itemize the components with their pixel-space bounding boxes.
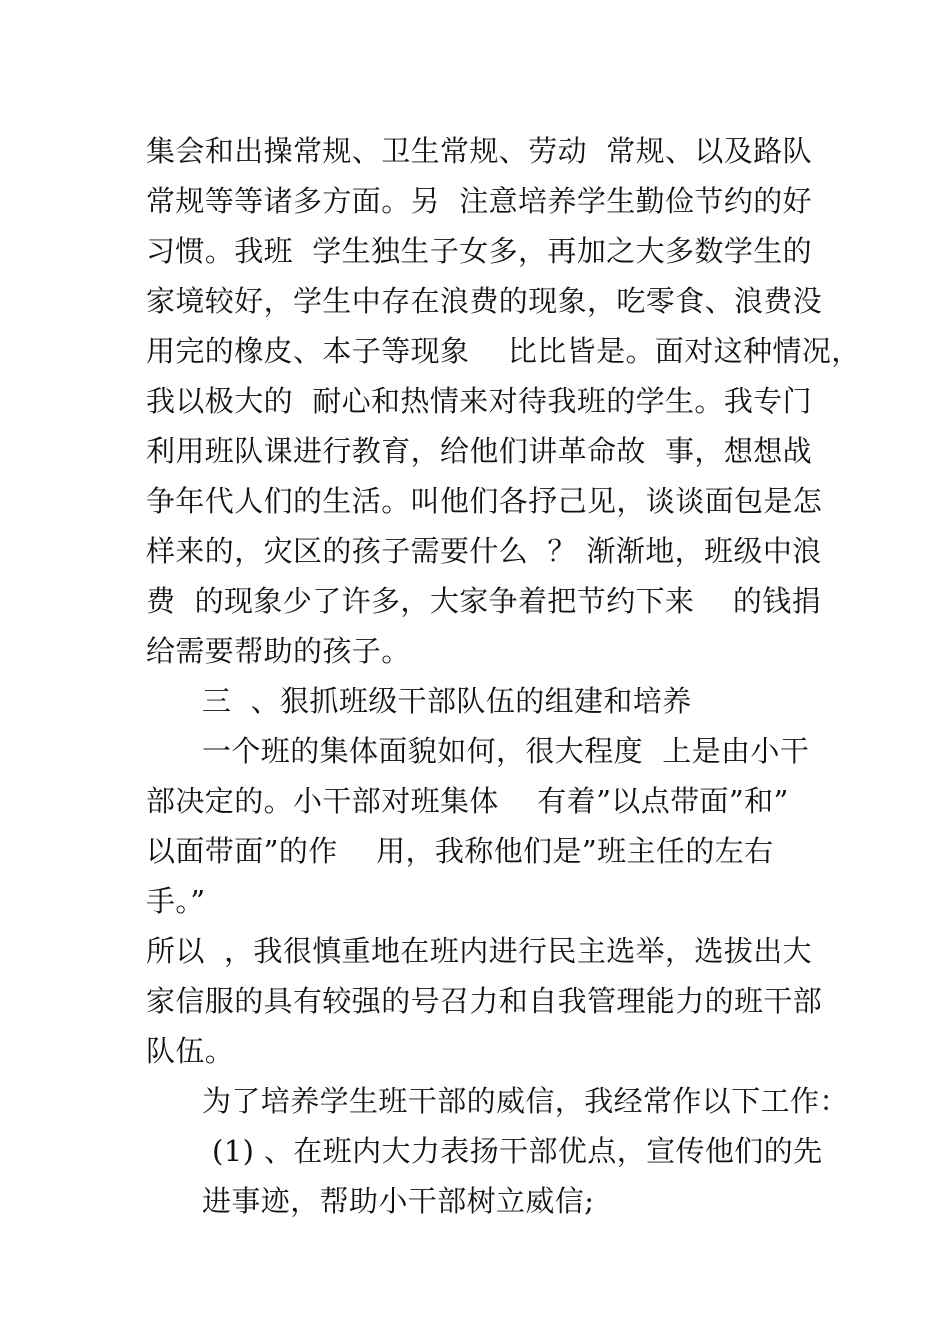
text-line: 一个班的集体面貌如何，很大程度 上是由小干 — [202, 734, 810, 768]
text-line: 习惯。我班 学生独生子女多，再加之大多数学生的 — [146, 234, 813, 268]
list-item: (1) 、在班内大力表扬干部优点，宣传他们的先 — [212, 1134, 823, 1168]
text-line: 部决定的。小干部对班集体 有着”以点带面”和” — [146, 784, 789, 818]
text-line: 手。” — [146, 884, 206, 918]
text-line: 所以 ，我很慎重地在班内进行民主选举，选拔出大 — [146, 934, 813, 968]
section-heading: 三 、狠抓班级干部队伍的组建和培养 — [202, 684, 692, 718]
text-line: 为了培养学生班干部的威信，我经常作以下工作： — [202, 1084, 849, 1118]
text-line: 常规等等诸多方面。另 注意培养学生勤俭节约的好 — [146, 184, 813, 218]
text-line: 进事迹，帮助小干部树立威信; — [202, 1184, 595, 1218]
text-line: 费 的现象少了许多，大家争着把节约下来 的钱捐 — [146, 584, 822, 618]
text-line: 以面带面”的作 用，我称他们是”班主任的左右 — [146, 834, 774, 868]
text-line: 我以极大的 耐心和热情来对待我班的学生。我专门 — [146, 384, 813, 418]
text-line: 样来的，灾区的孩子需要什么 ？ 渐渐地，班级中浪 — [146, 534, 822, 568]
text-line: 利用班队课进行教育，给他们讲革命故 事，想想战 — [146, 434, 813, 468]
text-line: 家境较好，学生中存在浪费的现象，吃零食、浪费没 — [146, 284, 823, 318]
text-line: 家信服的具有较强的号召力和自我管理能力的班干部 — [146, 984, 823, 1018]
text-line: 用完的橡皮、本子等现象 比比皆是。面对这种情况， — [146, 334, 861, 368]
text-line: 争年代人们的生活。叫他们各抒己见，谈谈面包是怎 — [146, 484, 823, 518]
text-line: 队伍。 — [146, 1034, 235, 1068]
text-line: 集会和出操常规、卫生常规、劳动 常规、以及路队 — [146, 134, 813, 168]
text-line: 给需要帮助的孩子。 — [146, 634, 411, 668]
